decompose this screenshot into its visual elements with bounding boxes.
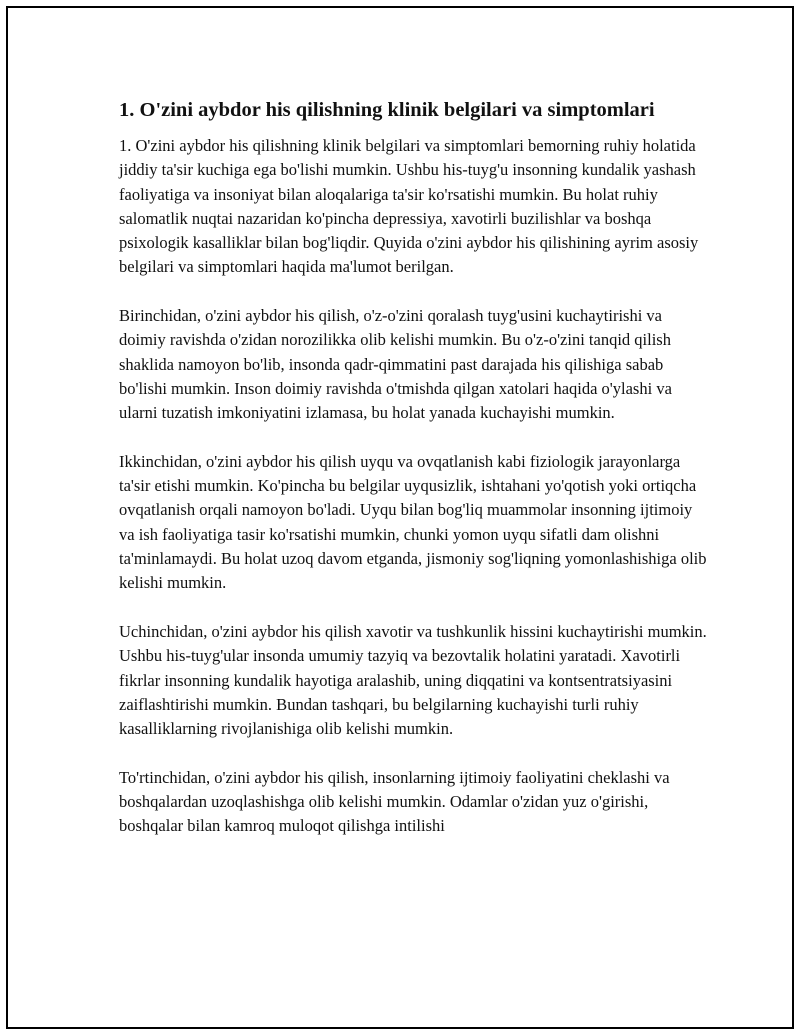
document-page (6, 6, 794, 1029)
paragraph-second: Ikkinchidan, o'zini aybdor his qilish uyqu va ovqatlanish kabi fiziologik jarayonlarga ta'sir etishi mumkin. Ko'pincha bu belgilar uyqusizlik, ishtahani yo'qotish yoki ortiqcha ovqatlanish orqali namoyon bo'ladi. Uyqu bilan bog'liq muammolar insonning ijtimoiy va ish faoliyatiga tasir ko'rsatishi mumkin, chunki yomon uyqu sifatli dam olishni ta'minlamaydi. Bu holat uzoq davom etganda, jismoniy sog'liqning yomonlashishiga olib kelishi mumkin. (119, 451, 707, 593)
paragraph-intro: 1. O'zini aybdor his qilishning klinik belgilari va simptomlari bemorning ruhiy holatida jiddiy ta'sir kuchiga ega bo'lishi mumkin. Ushbu his-tuyg'u insonning kundalik yashash faoliyatiga va insoniyat bilan aloqalariga ta'sir ko'rsatishi mumkin. Bu holat ruhiy salomatlik nuqtai nazaridan ko'pincha depressiya, xavotirli buzilishlar va boshqa psixologik kasalliklar bilan bog'liqdir. Quyida o'zini aybdor his qilishining ayrim asosiy belgilari va simptomlari haqida ma'lumot berilgan. (119, 136, 699, 277)
section-heading: 1. O'zini aybdor his qilishning klinik belgilari va simptomlari (119, 99, 655, 121)
paragraph-fourth: To'rtinchidan, o'zini aybdor his qilish, insonlarning ijtimoiy faoliyatini cheklashi va boshqalardan uzoqlashishga olib kelishi mumkin. Odamlar o'zidan yuz o'girishi, boshqalar bilan kamroq muloqot qilishga intilishi (119, 767, 670, 836)
document-body (119, 96, 709, 863)
paragraph-first: Birinchidan, o'zini aybdor his qilish, o'z-o'zini qoralash tuyg'usini kuchaytirishi va doimiy ravishda o'zidan norozilikka olib kelishi mumkin. Bu o'z-o'zini tanqid qilish shaklida namoyon bo'lib, insonda qadr-qimmatini past darajada his qilishiga sabab bo'lishi mumkin. Inson doimiy ravishda o'tmishda qilgan xatolari haqida o'ylashi va ularni tuzatish imkoniyatini izlamasa, bu holat yanada kuchayishi mumkin. (119, 306, 672, 423)
paragraph-third: Uchinchidan, o'zini aybdor his qilish xavotir va tushkunlik hissini kuchaytirishi mumkin. Ushbu his-tuyg'ular insonda umumiy tazyiq va bezovtalik holatini yaratadi. Xavotirli fikrlar insonning kundalik hayotiga aralashib, uning diqqatini va kontsentratsiyasini zaiflashtirishi mumkin. Bundan tashqari, bu belgilarning kuchayishi turli ruhiy kasalliklarning rivojlanishiga olib kelishi mumkin. (119, 621, 707, 739)
